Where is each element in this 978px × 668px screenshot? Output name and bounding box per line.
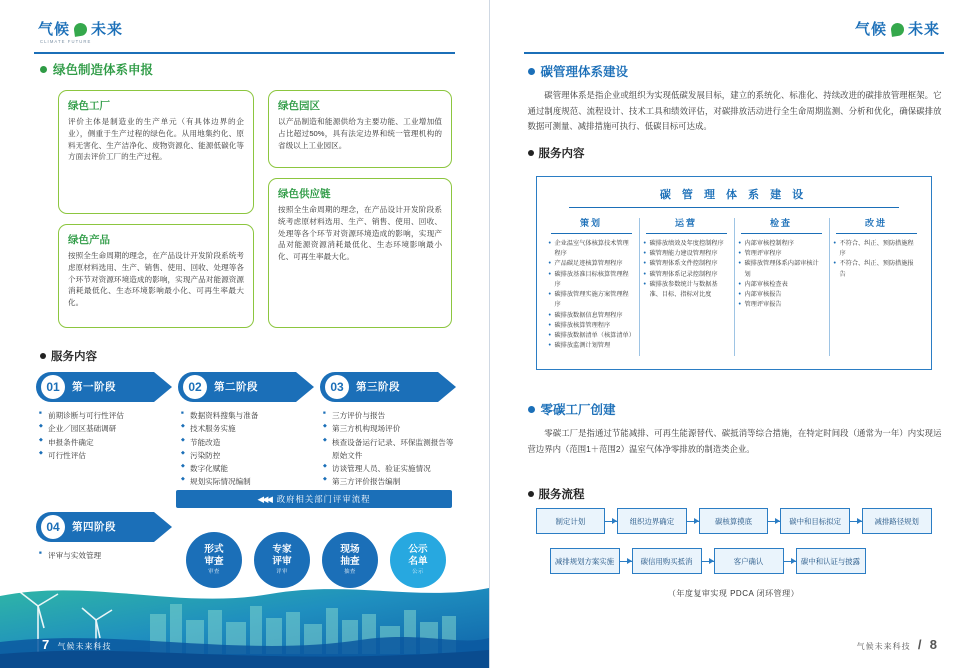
table-columns (537, 216, 931, 352)
column-items (549, 239, 634, 352)
phase-card-02 (178, 372, 314, 502)
green-park-box (268, 90, 452, 168)
column-items (644, 239, 729, 300)
column-items (834, 239, 919, 280)
table-title-rule (569, 207, 899, 208)
box-title: 绿色供应链 (278, 188, 331, 200)
list-item: ■ 三方评价与报告 (323, 409, 456, 422)
green-factory-box (58, 90, 254, 214)
list-item: • 内部审核报告 (739, 290, 824, 300)
list-item: ◆ 数字化赋能 (181, 462, 314, 475)
flow-step: 客户确认 (714, 548, 784, 574)
phase-header (36, 372, 172, 402)
list-item: • 不符合、纠正、预防措施报告 (834, 259, 919, 279)
phase-item-list (39, 409, 172, 462)
header-rule (34, 52, 455, 54)
list-item: ◆ 可行性评估 (39, 449, 172, 462)
phase-title: 第三阶段 (356, 381, 400, 393)
arrows-icon: ◀◀◀ (257, 494, 271, 504)
list-item: • 碳管理体系文件控制程序 (644, 259, 729, 269)
flow-arrow-icon (687, 521, 699, 522)
brand-text-1: 气候 (854, 21, 887, 38)
page-number: / (917, 637, 923, 652)
phase-number: 03 (325, 375, 349, 399)
list-item: • 管理评审报告 (739, 300, 824, 310)
flow-step: 制定计划 (536, 508, 606, 534)
flow-arrow-icon (605, 521, 617, 522)
brand-subtitle: CLIMATE FUTURE (40, 39, 92, 44)
service-content-heading-right (528, 145, 942, 161)
bullet-icon (40, 353, 46, 359)
page-right (490, 0, 978, 668)
section-title-text: 碳管理体系建设 (540, 65, 629, 79)
list-item: ◆ 技术服务实施 (181, 422, 314, 435)
flow-step: 减排路径规划 (862, 508, 932, 534)
service-process-label: 服务流程 (538, 489, 585, 501)
list-item: • 企业温室气体核算技术管理程序 (549, 239, 634, 259)
brand-text-1: 气候 (38, 21, 71, 38)
service-process-flowchart (536, 508, 932, 599)
flow-step: 碳信用购买抵消 (632, 548, 702, 574)
box-title: 绿色园区 (278, 100, 320, 112)
flow-arrow-icon (768, 521, 780, 522)
government-review-flow-bar (176, 490, 452, 508)
carbon-management-paragraph: 碳管理体系是指企业或组织为实现低碳发展目标，建立的系统化、标准化、持续改进的碳排放管理框架。它通过制度规范、流程设计、技术工具和绩效评估，对碳排放活动进行全生命周期监测、分析和优化，确保碳排放数据可测量、减排措施可执行、低碳目标可达成。 (527, 90, 942, 132)
step-sub-label: 评审 (276, 569, 288, 576)
box-body: 按照全生命周期的理念，在产品设计开发阶段系统考虑原材料选用、生产、销售、使用、回收、处理等各个环节对资源环境造成的影响，实现产品对能源资源消耗最低化、生态环境影响最小化、可再生率最大化。 (68, 251, 244, 308)
list-item: • 碳排放绩效及年度控制程序 (644, 239, 729, 249)
green-supply-chain-box (268, 178, 452, 328)
list-item: • 产品碳足迹核算管理程序 (549, 259, 634, 269)
leaf-icon (890, 22, 905, 37)
box-title: 绿色产品 (68, 234, 110, 246)
table-column-improve (829, 216, 924, 352)
list-item: • 碳排放数据清单（核算清单） (549, 331, 634, 341)
phase-card-04 (36, 512, 172, 562)
phase-item-list (181, 409, 314, 502)
section-title-carbon-management (528, 62, 942, 80)
service-content-heading-left (40, 348, 97, 364)
flow-arrow-icon (620, 561, 632, 562)
flow-arrow-icon (850, 521, 862, 522)
green-product-box (58, 224, 254, 328)
column-rule (836, 233, 917, 234)
bullet-icon (40, 66, 47, 73)
bullet-icon (528, 406, 535, 413)
phase-header (178, 372, 314, 402)
flow-row-1 (536, 508, 932, 534)
page-number: 7 (42, 637, 51, 652)
phase-card-03 (320, 372, 456, 489)
city-windmill-illustration (0, 576, 489, 668)
column-items (739, 239, 824, 311)
step-sub-label: 审查 (208, 569, 220, 576)
flow-bar-label: 政府相关部门评审流程 (276, 494, 371, 504)
box-body: 按照全生命周期的理念，在产品设计开发阶段系统考虑原材料选用、生产、销售、使用、回收、处理等各个环节对资源环境造成的影响，实现产品对能源资源消耗最低化、生态环境影响最小化、可再生率最大化。 (278, 205, 442, 262)
list-item: • 碳排放管理体系内部审核计划 (739, 259, 824, 279)
header-rule (524, 52, 945, 54)
phase-title: 第四阶段 (72, 521, 116, 533)
green-boxes-group (40, 82, 452, 332)
footer-brand: 气候未来科技 (57, 642, 112, 651)
step-label: 形式 审查 (204, 544, 224, 568)
section-title-text: 零碳工厂创建 (540, 403, 616, 417)
brand-logo (855, 22, 940, 37)
list-item: • 碳排放参数统计与数据基准、目标、指标对比度 (644, 280, 729, 300)
list-item: ■ 评审与实效管理 (39, 549, 172, 562)
table-title: 碳 管 理 体 系 建 设 (659, 189, 808, 201)
list-item: • 不符合、纠正、预防措施程序 (834, 239, 919, 259)
table-column-check (734, 216, 829, 352)
list-item: ■ 前期诊断与可行性评估 (39, 409, 172, 422)
flow-step: 减排规划方案实施 (550, 548, 620, 574)
flow-step: 碳中和目标拟定 (780, 508, 850, 534)
list-item: • 内部审核控制程序 (739, 239, 824, 249)
column-rule (741, 233, 822, 234)
brand-text-2: 未来 (91, 21, 124, 38)
list-item: • 碳排放数据信息管理程序 (549, 311, 634, 321)
list-item: ◆ 污染防控 (181, 449, 314, 462)
box-body: 以产品制造和能源供给为主要功能、工业增加值占比超过50%，具有法定边界和统一管理机构的省级以上工业园区。 (278, 117, 442, 150)
bottom-illustration (0, 576, 489, 668)
section-title-text: 绿色制造体系申报 (53, 63, 154, 77)
list-item: ◆ 节能改造 (181, 436, 314, 449)
phase-title: 第一阶段 (72, 381, 116, 393)
phase-number: 02 (183, 375, 207, 399)
table-column-plan (544, 216, 639, 352)
leaf-icon (73, 22, 88, 37)
list-item: ◆ 企业／园区基础调研 (39, 422, 172, 435)
step-sub-label: 抽查 (344, 569, 356, 576)
page-number-value: 8 (929, 637, 938, 652)
zero-carbon-paragraph: 零碳工厂是指通过节能减排、可再生能源替代、碳抵消等综合措施，在特定时间段（通常为一年）内实现运营边界内（范围1＋范围2）温室气体净零排放的制造类企业。 (527, 428, 942, 454)
list-item: • 碳排放基准目标核算管理程序 (549, 270, 634, 290)
column-header: 策划 (579, 218, 602, 228)
step-sub-label: 公示 (412, 569, 424, 576)
section-title-zero-carbon (528, 400, 942, 418)
phase-number: 01 (41, 375, 65, 399)
step-label: 现场 抽查 (340, 544, 360, 568)
list-item: • 内部审核检查表 (739, 280, 824, 290)
carbon-management-table (536, 176, 932, 370)
list-item: ◆ 第三方评价报告编制 (323, 475, 456, 488)
list-item: ◆ 第三方机构现场评价 (323, 422, 456, 435)
list-item: ◆ 规划实际情况编制 (181, 475, 314, 488)
flow-arrow-icon (784, 561, 796, 562)
flow-row-2 (536, 548, 932, 574)
list-item: ■ 数据资料搜集与准备 (181, 409, 314, 422)
bullet-icon (528, 150, 534, 156)
flow-note: （年度复审实现 PDCA 闭环管理） (667, 589, 800, 598)
service-content-label: 服务内容 (538, 147, 585, 160)
box-body: 评价主体是制造业的生产单元（有具体边界的企业），侧重于生产过程的绿色化。从用地集约化、原料无害化、生产洁净化、废物资源化、能源低碳化等方面去评价工厂的生产过程。 (68, 117, 244, 162)
footer-left (42, 637, 111, 652)
phase-item-list (39, 549, 172, 562)
phase-header (320, 372, 456, 402)
column-rule (646, 233, 727, 234)
section-title-green-manufacturing (40, 60, 153, 78)
list-item: ◆ 核查设备运行记录、环保监测报告等原始文件 (323, 436, 456, 463)
flow-step: 碳核算摸底 (699, 508, 769, 534)
flow-step: 组织边界确定 (617, 508, 687, 534)
column-header: 运营 (674, 218, 697, 228)
carbon-management-section (528, 62, 942, 161)
service-content-label: 服务内容 (51, 351, 97, 363)
footer-brand: 气候未来科技 (856, 642, 911, 651)
list-item: • 碳排放管理实施方案管理程序 (549, 290, 634, 310)
list-item: • 碳管理体系记录控制程序 (644, 270, 729, 280)
step-label: 公示 名单 (408, 544, 428, 568)
list-item: ◆ 申报条件确定 (39, 436, 172, 449)
box-title: 绿色工厂 (68, 100, 110, 112)
flow-step: 碳中和认证与披露 (796, 548, 866, 574)
page-header-left (34, 22, 455, 56)
brand-logo (38, 21, 124, 44)
column-header: 检查 (769, 218, 792, 228)
phase-title: 第二阶段 (214, 381, 258, 393)
list-item: • 管理评审程序 (739, 249, 824, 259)
table-column-operation (639, 216, 734, 352)
phase-item-list (323, 409, 456, 489)
brand-text-2: 未来 (907, 21, 940, 38)
step-label: 专家 评审 (272, 544, 292, 568)
bullet-icon (528, 68, 535, 75)
flow-arrow-icon (702, 561, 714, 562)
column-header: 改进 (864, 218, 887, 228)
list-item: • 碳管理能力建设管理程序 (644, 249, 729, 259)
phase-card-01 (36, 372, 172, 462)
list-item: • 碳排放监测计划管理 (549, 341, 634, 351)
service-process-heading (528, 486, 942, 502)
phase-number: 04 (41, 515, 65, 539)
page-header-right (524, 22, 945, 56)
list-item: ◆ 访谈管理人员、验证实施情况 (323, 462, 456, 475)
zero-carbon-factory-section (528, 400, 942, 457)
column-rule (551, 233, 632, 234)
list-item: • 碳排放核算管理程序 (549, 321, 634, 331)
footer-right (857, 637, 938, 652)
bullet-icon (528, 491, 534, 497)
service-process-label-row (528, 486, 942, 502)
phase-header (36, 512, 172, 542)
